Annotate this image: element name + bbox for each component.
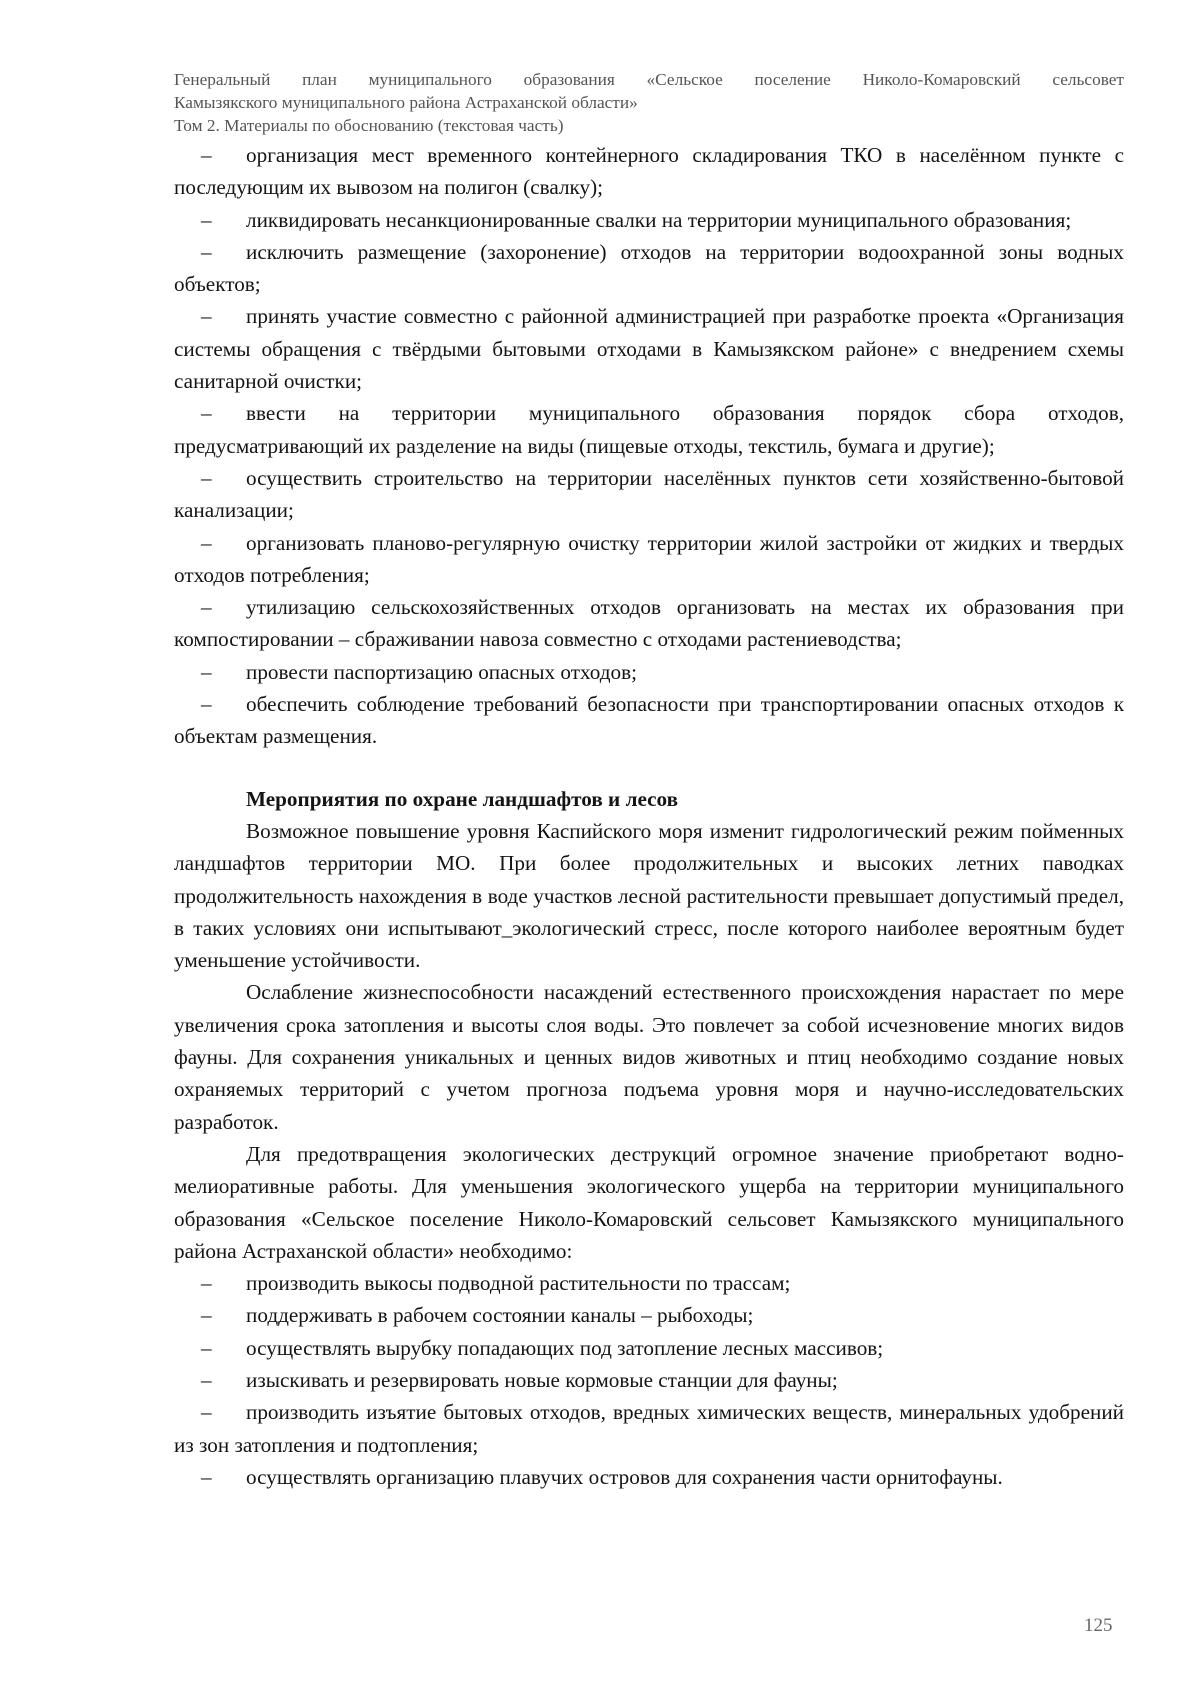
header-line-1: Генеральный план муниципального образования «Сельское поселение Николо-Комаровский сельсовет xyxy=(174,70,1124,89)
dash-bullet: – xyxy=(201,1464,212,1489)
dash-bullet: – xyxy=(201,304,212,329)
list-item: – принять участие совместно с районной администрацией при разработке проекта «Организация системы обращения с твёрдыми бытовыми отходами в Камызякском районе» с внедрением схемы санитарной очистки; xyxy=(174,300,1124,397)
list-item: – ввести на территории муниципального образования порядок сбора отходов, предусматривающий их разделение на виды (пищевые отходы, текстиль, бумага и другие); xyxy=(174,397,1124,462)
dash-bullet: – xyxy=(201,1400,212,1425)
dash-bullet: – xyxy=(201,1367,212,1392)
header-line-3: Том 2. Материалы по обоснованию (текстовая часть) xyxy=(174,116,564,135)
list-item: – изыскивать и резервировать новые кормовые станции для фауны; xyxy=(174,1364,1124,1396)
running-header xyxy=(174,68,1124,137)
dash-bullet: – xyxy=(201,401,212,426)
landscape-measures-list xyxy=(174,1267,1124,1493)
list-item: – организация мест временного контейнерного складирования ТКО в населённом пункте с последующим их вывозом на полигон (свалку); xyxy=(174,139,1124,204)
list-item: – осуществлять организацию плавучих островов для сохранения части орнитофауны. xyxy=(174,1461,1124,1493)
document-page xyxy=(174,68,1124,1493)
list-item: – производить изъятие бытовых отходов, вредных химических веществ, минеральных удобрений из зон затопления и подтопления; xyxy=(174,1396,1124,1461)
paragraph: Ослабление жизнеспособности насаждений естественного происхождения нарастает по мере увеличения срока затопления и высоты слоя воды. Это повлечет за собой исчезновение многих видов фауны. Для сохранения уникальных и ценных видов животных и птиц необходимо создание новых охраняемых территорий с учетом прогноза подъема уровня моря и научно-исследовательских разработок. xyxy=(174,980,1124,1134)
dash-bullet: – xyxy=(201,143,212,167)
list-item: – осуществлять вырубку попадающих под затопление лесных массивов; xyxy=(174,1332,1124,1364)
page-number: 125 xyxy=(1084,1615,1113,1636)
paragraph: Возможное повышение уровня Каспийского моря изменит гидрологический режим пойменных ландшафтов территории МО. При более продолжительных и высоких летних паводках продолжительность нахождения в воде участков лесной растительности превышает допустимый предел, в таких условиях они испытывают_экологический стресс, после которого наиболее вероятным будет уменьшение устойчивости. xyxy=(174,818,1124,973)
list-item: – производить выкосы подводной растительности по трассам; xyxy=(174,1267,1124,1299)
paragraph: Для предотвращения экологических деструкций огромное значение приобретают водно-мелиоративные работы. Для уменьшения экологического ущерба на территории муниципального образования «Сельское поселение Николо-Комаровский сельсовет Камызякского муниципального района Астраханской области» необходимо: xyxy=(174,1141,1124,1263)
dash-bullet: – xyxy=(201,465,212,490)
header-line-2: Камызякского муниципального района Астраханской области» xyxy=(174,93,638,112)
dash-bullet: – xyxy=(201,1271,212,1296)
dash-bullet: – xyxy=(201,207,212,232)
dash-bullet: – xyxy=(201,239,212,264)
list-item: – поддерживать в рабочем состоянии каналы – рыбоходы; xyxy=(174,1299,1124,1331)
document-body xyxy=(174,139,1124,1493)
dash-bullet: – xyxy=(201,595,212,620)
list-item: – ликвидировать несанкционированные свалки на территории муниципального образования; xyxy=(174,204,1124,236)
dash-bullet: – xyxy=(201,692,212,717)
dash-bullet: – xyxy=(201,530,212,555)
list-item: – обеспечить соблюдение требований безопасности при транспортировании опасных отходов к объектам размещения. xyxy=(174,688,1124,753)
list-item: – организовать планово-регулярную очистку территории жилой застройки от жидких и твердых отходов потребления; xyxy=(174,527,1124,592)
list-item: – исключить размещение (захоронение) отходов на территории водоохранной зоны водных объектов; xyxy=(174,236,1124,301)
dash-bullet: – xyxy=(201,1335,212,1360)
section-heading: Мероприятия по охране ландшафтов и лесов xyxy=(246,786,679,811)
dash-bullet: – xyxy=(201,659,212,684)
list-item: – утилизацию сельскохозяйственных отходов организовать на местах их образования при компостировании – сбраживании навоза совместно с отходами растениеводства; xyxy=(174,591,1124,656)
list-item: – осуществить строительство на территории населённых пунктов сети хозяйственно-бытовой канализации; xyxy=(174,462,1124,527)
waste-measures-list xyxy=(174,139,1124,753)
dash-bullet: – xyxy=(201,1303,212,1328)
list-item: – провести паспортизацию опасных отходов; xyxy=(174,656,1124,688)
